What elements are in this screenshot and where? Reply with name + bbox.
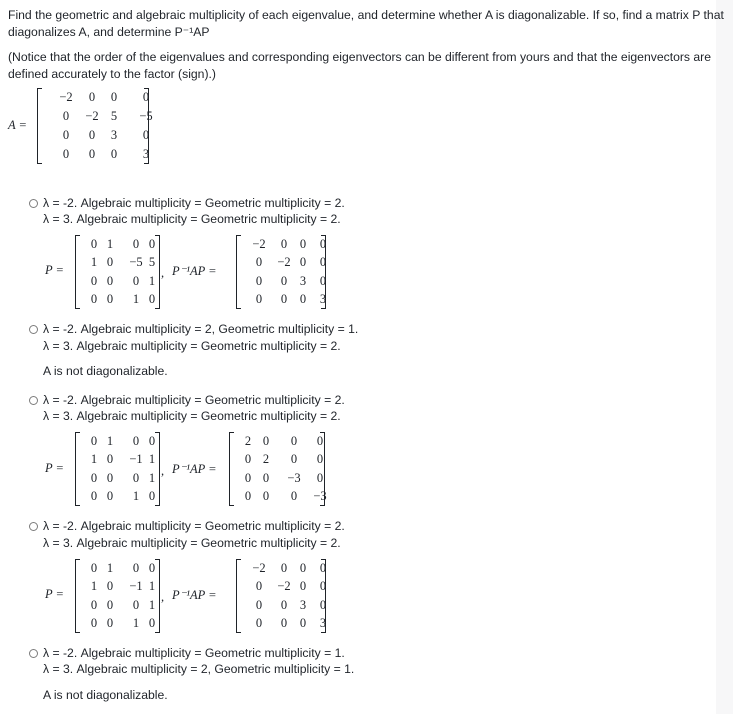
- option-3-matrix-d-row: [229, 470, 325, 487]
- option-1-radio[interactable]: [29, 199, 38, 208]
- option-3-matrix-d-row: [229, 451, 325, 468]
- option-4-matrix-p-row: [75, 578, 160, 595]
- option-4-pap-label: P⁻¹AP =: [172, 588, 217, 602]
- option-5-conclusion: A is not diagonalizable.: [43, 688, 168, 702]
- option-4-matrix-d-row: [236, 597, 326, 614]
- option-3-matrix-d-cell: −3: [287, 470, 301, 485]
- option-1-matrix-p-cell: 0: [148, 236, 156, 251]
- option-1-matrix-p-row: [75, 273, 160, 290]
- question-text-line1: Find the geometric and algebraic multiplicity of each eigenvalue, and determine whether A is diagonalizable. If so, find a matrix P that: [8, 8, 724, 22]
- option-4-matrix-p-cell: 0: [106, 616, 114, 631]
- option-4-matrix-d-cell: 0: [319, 597, 327, 612]
- matrix-a-row: [37, 108, 153, 125]
- matrix-a-cell: −2: [85, 109, 99, 123]
- option-4-comma: ,: [161, 590, 165, 604]
- option-4-line1: λ = -2. Algebraic multiplicity = Geometric multiplicity = 2.: [43, 519, 345, 533]
- option-1-matrix-p-cell: 5: [148, 255, 156, 270]
- matrix-a-cell: −2: [59, 90, 73, 104]
- option-1-matrix-d: [236, 235, 326, 309]
- option-1-matrix-p-cell: 0: [132, 273, 140, 288]
- option-4-matrix-p-cell: 0: [132, 597, 140, 612]
- option-3-matrix-d-cell: 0: [316, 470, 324, 485]
- option-4-matrix-d-row: [236, 615, 326, 632]
- option-1-matrix-d-cell: −2: [252, 236, 266, 251]
- option-3-matrix-d-cell: 0: [316, 433, 324, 448]
- option-1-matrix-d-cell: 0: [319, 236, 327, 251]
- matrix-a-cell: 0: [142, 90, 150, 104]
- option-4-matrix-d-cell: 0: [255, 579, 263, 594]
- option-3-matrix-p-cell: 0: [90, 433, 98, 448]
- option-5-radio[interactable]: [29, 649, 38, 658]
- option-1-matrix-p-cell: 0: [90, 273, 98, 288]
- option-1-matrix-d-row: [236, 273, 326, 290]
- option-3-matrix-p-cell: 0: [106, 452, 114, 467]
- option-1-matrix-d-cell: 0: [319, 273, 327, 288]
- matrix-a-cell: 0: [62, 109, 70, 123]
- option-1-matrix-p-cell: −5: [129, 255, 143, 270]
- option-4-matrix-p: [75, 559, 160, 633]
- option-1-matrix-d-cell: 3: [299, 273, 307, 288]
- option-2-radio[interactable]: [29, 325, 38, 334]
- option-1-matrix-d-row: [236, 254, 326, 271]
- option-1-matrix-p-row: [75, 291, 160, 308]
- option-3-matrix-p-cell: 0: [132, 470, 140, 485]
- option-3-matrix-p-cell: 1: [90, 452, 98, 467]
- option-3-matrix-p-cell: 0: [90, 489, 98, 504]
- option-1-matrix-p-cell: 0: [106, 273, 114, 288]
- option-3-matrix-p-row: [75, 451, 160, 468]
- option-4-matrix-p-cell: 0: [90, 616, 98, 631]
- option-1-comma: ,: [161, 266, 165, 280]
- option-4-matrix-d-cell: 0: [280, 597, 288, 612]
- option-4-matrix-p-cell: 0: [132, 560, 140, 575]
- option-3-matrix-p-cell: 0: [106, 470, 114, 485]
- option-3-matrix-d-row: [229, 433, 325, 450]
- option-4-matrix-d-cell: 3: [299, 597, 307, 612]
- option-1-matrix-p-cell: 1: [90, 255, 98, 270]
- option-4-matrix-p-cell: 1: [106, 560, 114, 575]
- option-4-matrix-d-cell: −2: [252, 560, 266, 575]
- option-4-matrix-d-cell: 0: [280, 616, 288, 631]
- option-3-radio[interactable]: [29, 396, 38, 405]
- option-4-matrix-d-cell: 0: [299, 616, 307, 631]
- matrix-a-row: [37, 146, 149, 163]
- option-3-matrix-p-cell: 0: [148, 489, 156, 504]
- option-3-matrix-d-cell: 0: [262, 489, 270, 504]
- option-1-matrix-d-cell: 0: [280, 273, 288, 288]
- option-3-matrix-d-cell: 0: [290, 452, 298, 467]
- option-4-matrix-p-cell: 0: [106, 597, 114, 612]
- option-4-p-label: P =: [45, 587, 64, 601]
- option-1-matrix-d-cell: 3: [319, 292, 327, 307]
- option-4-matrix-d-cell: 0: [319, 560, 327, 575]
- option-4-matrix-d-cell: 0: [255, 616, 263, 631]
- option-4-matrix-d-cell: 0: [319, 579, 327, 594]
- option-1-matrix-d-cell: 0: [299, 255, 307, 270]
- option-3-matrix-d-cell: 0: [290, 489, 298, 504]
- option-4-matrix-d-cell: 0: [255, 597, 263, 612]
- option-4-matrix-d: [236, 559, 326, 633]
- option-3-line1: λ = -2. Algebraic multiplicity = Geometric multiplicity = 2.: [43, 393, 345, 407]
- matrix-a-cell: 0: [88, 90, 96, 104]
- option-4-matrix-p-cell: 0: [148, 616, 156, 631]
- option-1-matrix-d-cell: 0: [280, 292, 288, 307]
- option-3-matrix-d-cell: −3: [313, 489, 327, 504]
- option-4-matrix-p-cell: 0: [148, 560, 156, 575]
- option-1-line1: λ = -2. Algebraic multiplicity = Geometric multiplicity = 2.: [43, 196, 345, 210]
- option-2-line2: λ = 3. Algebraic multiplicity = Geometric multiplicity = 2.: [43, 339, 341, 353]
- matrix-a-cell: 3: [142, 147, 150, 161]
- option-4-matrix-p-cell: 0: [90, 597, 98, 612]
- option-1-matrix-p-cell: 0: [132, 236, 140, 251]
- option-1-matrix-d-cell: 0: [319, 255, 327, 270]
- matrix-a-cell: 0: [88, 128, 96, 142]
- option-3-matrix-p-row: [75, 433, 160, 450]
- option-3-matrix-p-cell: −1: [129, 452, 143, 467]
- option-1-matrix-p-cell: 0: [106, 292, 114, 307]
- option-3-line2: λ = 3. Algebraic multiplicity = Geometric multiplicity = 2.: [43, 409, 341, 423]
- option-4-matrix-p-cell: 1: [148, 579, 156, 594]
- option-1-matrix-d-cell: 0: [255, 292, 263, 307]
- option-4-matrix-p-cell: 1: [148, 597, 156, 612]
- matrix-a-cell: 0: [62, 128, 70, 142]
- matrix-a-row: [37, 127, 149, 144]
- option-1-matrix-d-cell: 0: [255, 273, 263, 288]
- matrix-a-cell: 0: [62, 147, 70, 161]
- option-1-matrix-d-row: [236, 291, 326, 308]
- option-3-matrix-p-cell: 1: [148, 452, 156, 467]
- option-4-matrix-d-cell: 0: [299, 579, 307, 594]
- option-1-matrix-p-cell: 0: [148, 292, 156, 307]
- option-1-matrix-d-cell: 0: [280, 236, 288, 251]
- option-3-matrix-p-cell: 0: [106, 489, 114, 504]
- question-text-line2: diagonalizes A, and determine P⁻¹AP: [8, 25, 210, 39]
- option-4-matrix-d-row: [236, 578, 326, 595]
- option-1-matrix-d-cell: 0: [299, 292, 307, 307]
- option-1-p-label: P =: [45, 263, 64, 277]
- question-note-line1: (Notice that the order of the eigenvalues and corresponding eigenvectors can be different from yours and that the eigenvectors are: [8, 50, 712, 64]
- option-3-comma: ,: [161, 464, 165, 478]
- option-4-matrix-p-row: [75, 597, 160, 614]
- option-3-matrix-d-cell: 2: [262, 452, 270, 467]
- option-1-matrix-p-cell: 0: [90, 236, 98, 251]
- option-3-matrix-p-cell: 1: [148, 470, 156, 485]
- option-1-matrix-d-cell: −2: [277, 255, 291, 270]
- option-4-matrix-p-row: [75, 615, 160, 632]
- option-4-matrix-p-cell: 0: [90, 560, 98, 575]
- option-3-matrix-p-cell: 1: [132, 489, 140, 504]
- option-3-matrix-d-cell: 0: [262, 433, 270, 448]
- matrix-a-label: A =: [8, 118, 27, 132]
- option-3-pap-label: P⁻¹AP =: [172, 462, 217, 476]
- option-3-matrix-d-cell: 0: [262, 470, 270, 485]
- option-1-matrix-p-row: [75, 236, 160, 253]
- matrix-a-cell: 0: [110, 147, 118, 161]
- option-3-matrix-p-cell: 1: [106, 433, 114, 448]
- matrix-a-cell: 0: [88, 147, 96, 161]
- option-1-matrix-p-cell: 1: [106, 236, 114, 251]
- option-1-matrix-p-cell: 0: [106, 255, 114, 270]
- option-4-matrix-d-row: [236, 560, 326, 577]
- option-3-matrix-p-cell: 0: [148, 433, 156, 448]
- option-1-matrix-d-row: [236, 236, 326, 253]
- option-4-matrix-p-cell: −1: [129, 579, 143, 594]
- option-2-line1: λ = -2. Algebraic multiplicity = 2, Geometric multiplicity = 1.: [43, 322, 359, 336]
- option-3-matrix-d-cell: 0: [244, 470, 252, 485]
- option-4-matrix-d-cell: −2: [277, 579, 291, 594]
- option-3-matrix-d-cell: 0: [290, 433, 298, 448]
- option-4-matrix-p-row: [75, 560, 160, 577]
- matrix-a-cell: 5: [110, 109, 118, 123]
- option-1-matrix-p-cell: 1: [132, 292, 140, 307]
- option-3-matrix-d-cell: 0: [316, 452, 324, 467]
- option-3-matrix-d-cell: 0: [244, 452, 252, 467]
- option-5-line1: λ = -2. Algebraic multiplicity = Geometric multiplicity = 1.: [43, 646, 345, 660]
- matrix-a-cell: 3: [110, 128, 118, 142]
- option-1-pap-label: P⁻¹AP =: [172, 264, 217, 278]
- option-3-p-label: P =: [45, 461, 64, 475]
- option-1-matrix-d-cell: 0: [255, 255, 263, 270]
- question-note-line2: defined accurately to the factor (sign).): [8, 67, 216, 81]
- option-3-matrix-d: [229, 432, 325, 506]
- option-4-matrix-d-cell: 0: [299, 560, 307, 575]
- option-2-conclusion: A is not diagonalizable.: [43, 364, 168, 378]
- option-1-matrix-p-row: [75, 254, 160, 271]
- option-1-line2: λ = 3. Algebraic multiplicity = Geometric multiplicity = 2.: [43, 212, 341, 226]
- matrix-a-row: [37, 89, 149, 106]
- matrix-a-cell: 0: [142, 128, 150, 142]
- option-1-matrix-d-cell: 0: [299, 236, 307, 251]
- option-4-matrix-d-cell: 0: [280, 560, 288, 575]
- option-1-matrix-p-cell: 1: [148, 273, 156, 288]
- option-4-matrix-d-cell: 3: [319, 616, 327, 631]
- option-3-matrix-d-cell: 0: [244, 489, 252, 504]
- option-4-matrix-p-cell: 1: [132, 616, 140, 631]
- option-5-line2: λ = 3. Algebraic multiplicity = 2, Geometric multiplicity = 1.: [43, 662, 355, 676]
- option-3-matrix-p-cell: 0: [90, 470, 98, 485]
- option-3-matrix-d-row: [229, 488, 325, 505]
- option-4-line2: λ = 3. Algebraic multiplicity = Geometric multiplicity = 2.: [43, 536, 341, 550]
- matrix-a: [37, 88, 153, 164]
- option-1-matrix-p: [75, 235, 160, 309]
- matrix-a-cell: −5: [139, 109, 153, 123]
- matrix-a-cell: 0: [110, 90, 118, 104]
- option-3-matrix-p-row: [75, 488, 160, 505]
- option-4-radio[interactable]: [29, 522, 38, 531]
- option-3-matrix-p: [75, 432, 160, 506]
- option-3-matrix-p-cell: 0: [132, 433, 140, 448]
- option-3-matrix-d-cell: 2: [244, 433, 252, 448]
- page-scroll-gutter: [716, 0, 733, 714]
- option-3-matrix-p-row: [75, 470, 160, 487]
- option-4-matrix-p-cell: 1: [90, 579, 98, 594]
- option-1-matrix-p-cell: 0: [90, 292, 98, 307]
- option-4-matrix-p-cell: 0: [106, 579, 114, 594]
